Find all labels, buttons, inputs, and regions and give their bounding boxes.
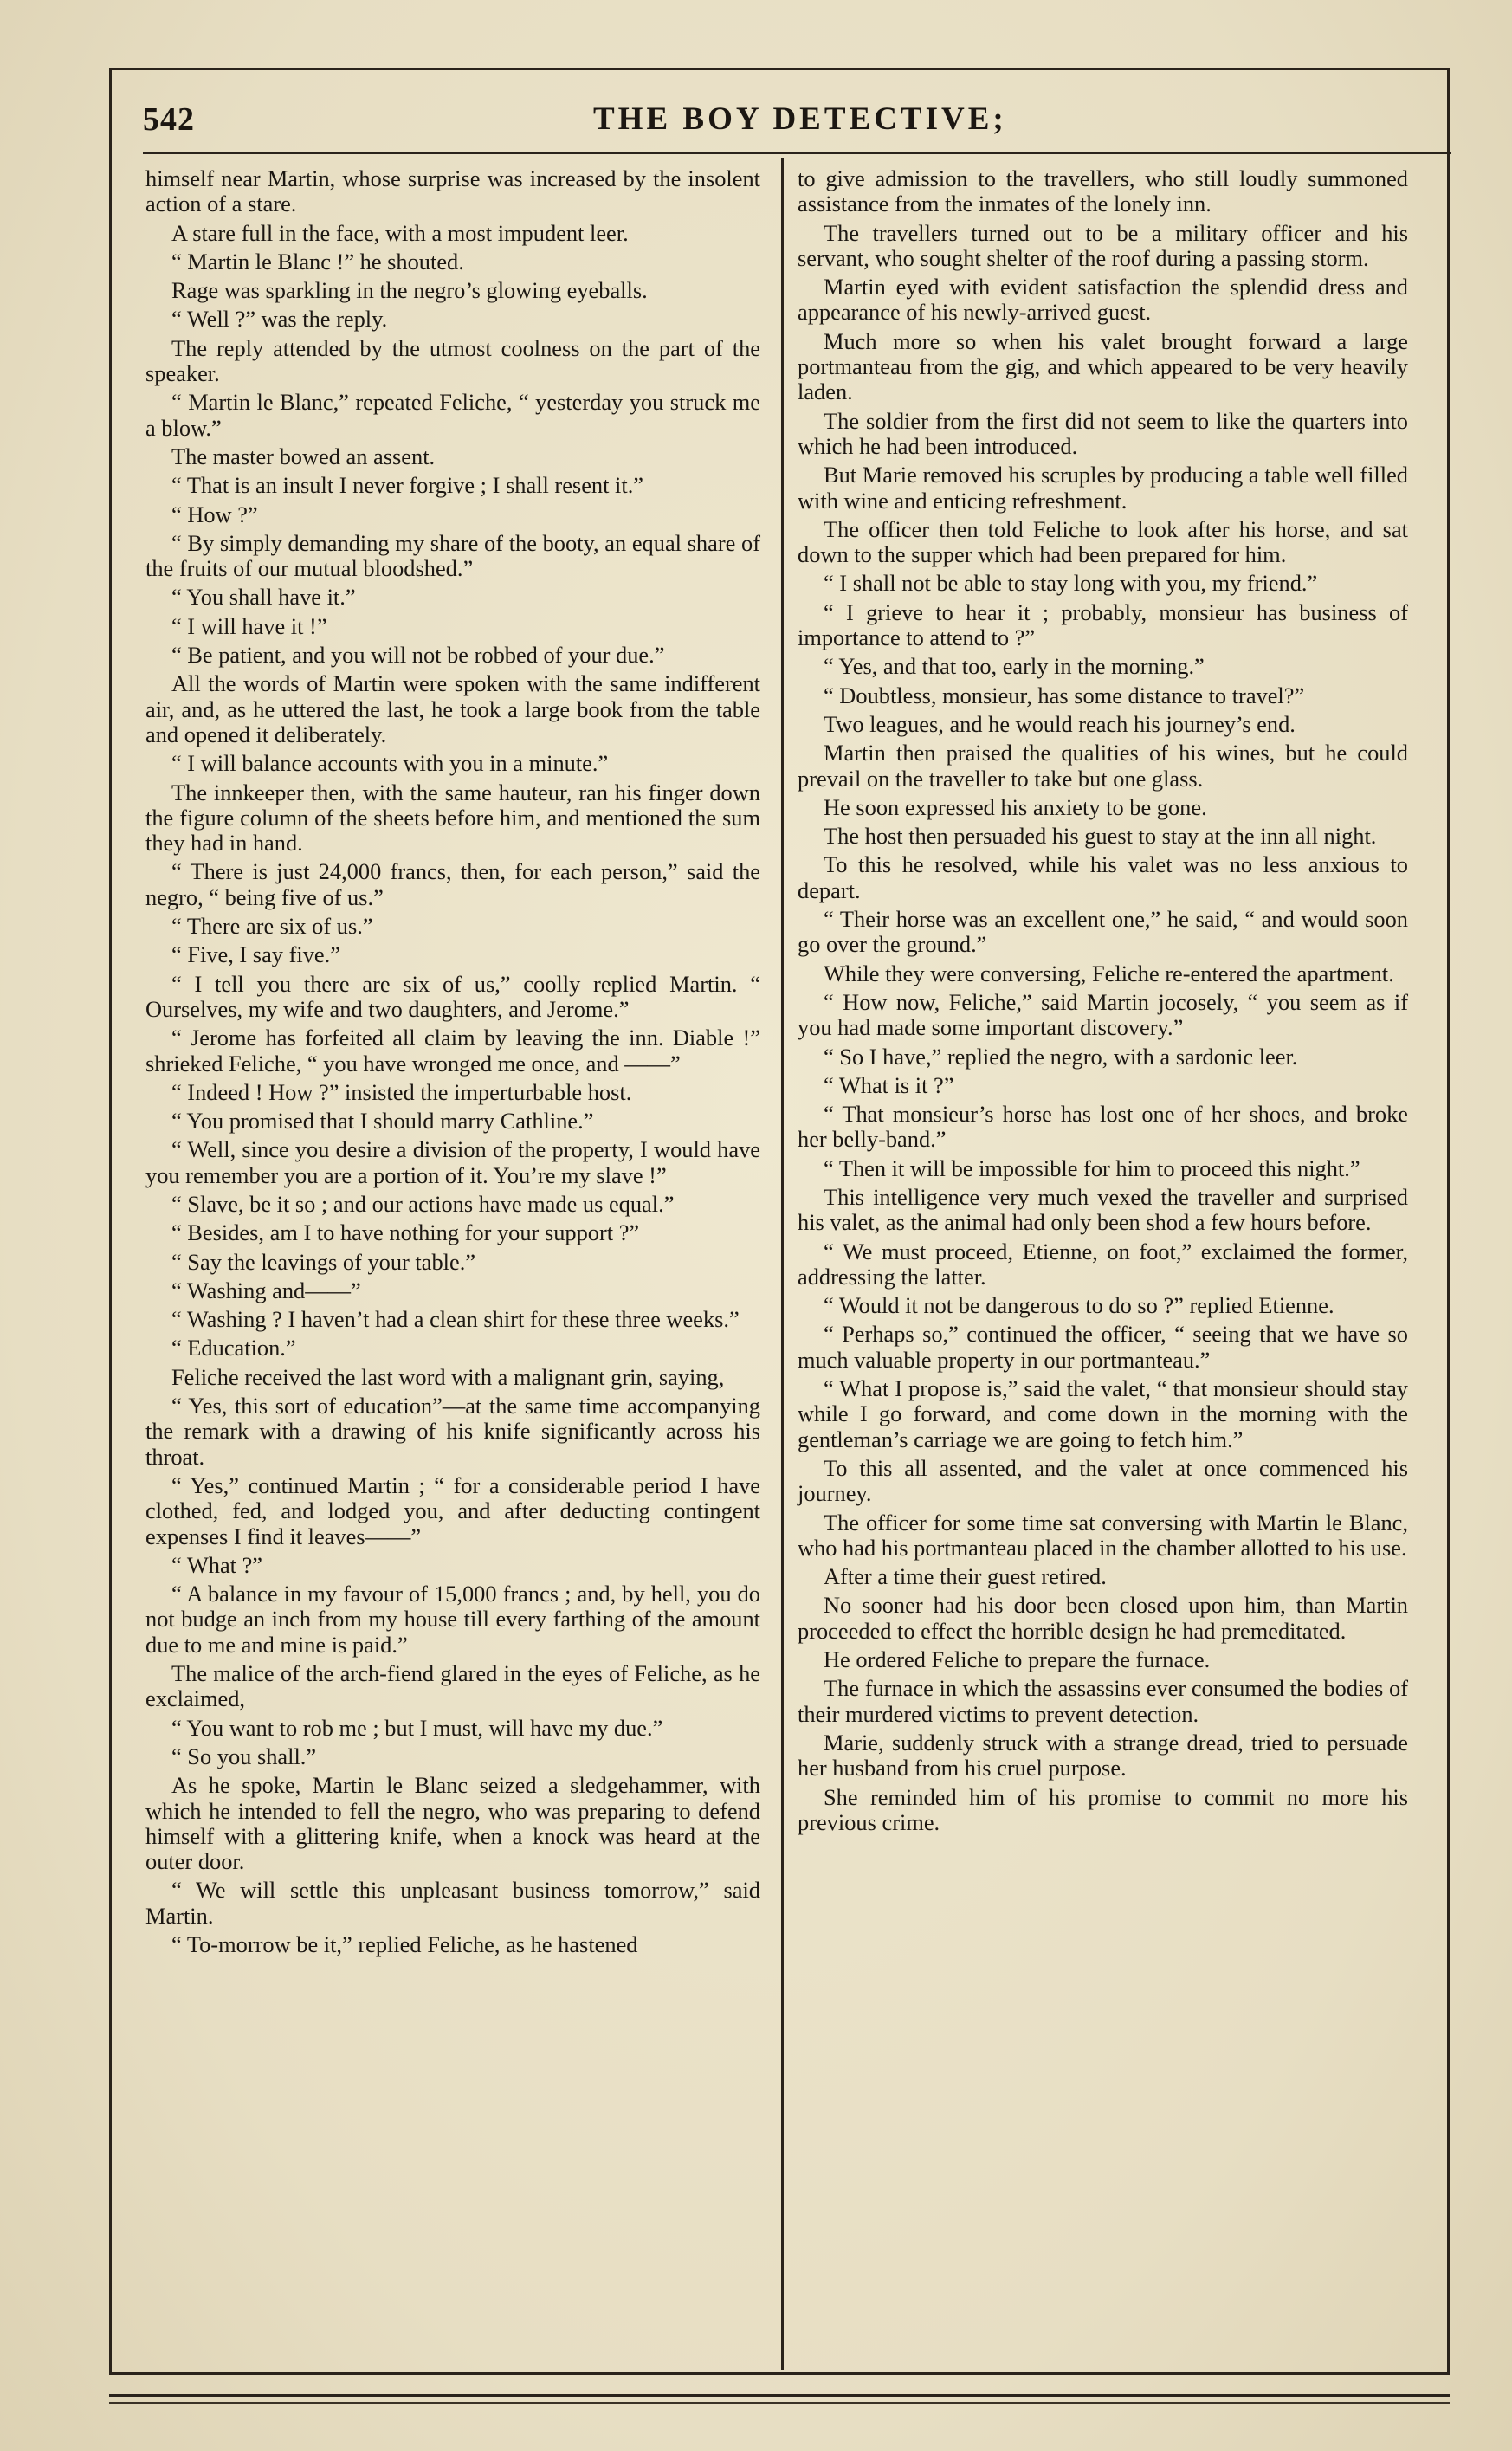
paragraph: Martin then praised the qualities of his wines, but he could prevail on the traveller to take but one glass. (798, 740, 1408, 792)
paragraph: But Marie removed his scruples by producing a table well filled with wine and enticing refreshment. (798, 462, 1408, 514)
paragraph: “ You promised that I should marry Cathline.” (171, 1108, 594, 1135)
paragraph: Marie, suddenly struck with a strange dread, tried to persuade her husband from his cruel purpose. (798, 1729, 1408, 1782)
paragraph: “ Yes, this sort of education”—at the same time accompanying the remark with a drawing of his knife significantly across his throat. (145, 1393, 760, 1470)
left-column (145, 166, 760, 1961)
paragraph: “ Then it will be impossible for him to proceed this night.” (824, 1154, 1360, 1181)
paragraph: “ A balance in my favour of 15,000 francs ; and, by hell, you do not budge an inch from my house till every farthing of the amount due to me and mine is paid.” (145, 1581, 760, 1658)
paragraph: “ I tell you there are six of us,” coolly replied Martin. “ Ourselves, my wife and two daughters, and Jerome.” (145, 970, 760, 1022)
paragraph: “ That monsieur’s horse has lost one of her shoes, and broke her belly-band.” (798, 1101, 1408, 1153)
paragraph: While they were conversing, Feliche re-entered the apartment. (824, 960, 1394, 986)
paragraph: As he spoke, Martin le Blanc seized a sledgehammer, with which he intended to fell the negro, who was preparing to defend himself with a glittering knife, when a knock was heard at the outer door. (145, 1772, 760, 1875)
paragraph: The officer for some time sat conversing with Martin le Blanc, who had his portmanteau placed in the chamber allotted to his use. (798, 1509, 1408, 1561)
paragraph: “ I will balance accounts with you in a minute.” (171, 750, 609, 777)
paragraph: No sooner had his door been closed upon him, than Martin proceeded to effect the horrible design he had premeditated. (798, 1592, 1408, 1644)
paragraph: “ I will have it !” (171, 612, 327, 639)
paragraph: The furnace in which the assassins ever consumed the bodies of their murdered victims to prevent detection. (798, 1675, 1408, 1727)
paragraph: The reply attended by the utmost coolness on the part of the speaker. (145, 334, 760, 387)
paragraph: Feliche received the last word with a malignant grin, saying, (171, 1363, 725, 1390)
paragraph: She reminded him of his promise to commit no more his previous crime. (798, 1783, 1408, 1835)
paragraph: to give admission to the travellers, who still loudly summoned assistance from the inmates of the lonely inn. (798, 165, 1408, 217)
paragraph: “ What I propose is,” said the valet, “ that monsieur should stay while I go forward, and come down in the morning with the gentleman’s carriage we are going to fetch him.” (798, 1375, 1408, 1452)
paragraph: “ You shall have it.” (171, 584, 356, 611)
paragraph: “ Slave, be it so ; and our actions have made us equal.” (171, 1190, 675, 1217)
paragraph: “ So I have,” replied the negro, with a sardonic leer. (824, 1043, 1298, 1070)
paragraph: “ Their horse was an excellent one,” he said, “ and would soon go over the ground.” (798, 906, 1408, 958)
paragraph: “ There are six of us.” (171, 913, 373, 940)
paragraph: To this all assented, and the valet at once commenced his journey. (798, 1454, 1408, 1507)
paragraph: He ordered Feliche to prepare the furnace. (824, 1646, 1211, 1673)
paragraph: “ Would it not be dangerous to do so ?” replied Etienne. (824, 1292, 1334, 1319)
paragraph: “ What ?” (171, 1551, 263, 1578)
paragraph: “ Say the leavings of your table.” (171, 1248, 476, 1275)
paragraph: “ Indeed ! How ?” insisted the imperturbable host. (171, 1078, 632, 1105)
paragraph: The travellers turned out to be a military officer and his servant, who sought shelter of the roof during a passing storm. (798, 219, 1408, 271)
paragraph: “ Martin le Blanc,” repeated Feliche, “ yesterday you struck me a blow.” (145, 389, 760, 441)
paragraph: “ Education.” (171, 1335, 296, 1361)
paragraph: “ Well ?” was the reply. (171, 306, 388, 333)
paragraph: To this he resolved, while his valet was no less anxious to depart. (798, 851, 1408, 903)
paragraph: himself near Martin, whose surprise was increased by the insolent action of a stare. (145, 165, 760, 217)
paragraph: “ Five, I say five.” (171, 941, 340, 968)
paragraph: “ We will settle this unpleasant business tomorrow,” said Martin. (145, 1877, 760, 1929)
paragraph: “ We must proceed, Etienne, on foot,” exclaimed the former, addressing the latter. (798, 1238, 1408, 1290)
paragraph: The innkeeper then, with the same hauteur, ran his finger down the figure column of the sheets before him, and mentioned the sum they had in hand. (145, 779, 760, 857)
paragraph: “ By simply demanding my share of the booty, an equal share of the fruits of our mutual bloodshed.” (145, 529, 760, 582)
footer-rule (109, 2394, 1450, 2397)
paragraph: “ So you shall.” (171, 1743, 317, 1769)
paragraph: “ There is just 24,000 francs, then, for each person,” said the negro, “ being five of us.” (145, 858, 760, 910)
paragraph: He soon expressed his anxiety to be gone. (824, 793, 1207, 820)
paragraph: Two leagues, and he would reach his journey’s end. (824, 710, 1296, 737)
paragraph: “ Martin le Blanc !” he shouted. (171, 248, 464, 275)
paragraph: This intelligence very much vexed the traveller and surprised his valet, as the animal had only been shod a few hours before. (798, 1183, 1408, 1236)
paragraph: “ Washing and——” (171, 1277, 361, 1303)
paragraph: Martin eyed with evident satisfaction the splendid dress and appearance of his newly-arrived guest. (798, 274, 1408, 326)
paragraph: “ To-morrow be it,” replied Feliche, as he hastened (171, 1931, 638, 1957)
paragraph: After a time their guest retired. (824, 1563, 1107, 1590)
paragraph: “ I shall not be able to stay long with you, my friend.” (824, 570, 1318, 597)
paragraph: “ What is it ?” (824, 1071, 954, 1098)
paragraph: The host then persuaded his guest to stay at the inn all night. (824, 823, 1377, 850)
paragraph: “ Yes, and that too, early in the morning.” (824, 653, 1205, 680)
paragraph: The master bowed an assent. (171, 443, 436, 469)
paragraph: A stare full in the face, with a most impudent leer. (171, 219, 629, 246)
paragraph: “ How ?” (171, 501, 258, 527)
paragraph: “ Perhaps so,” continued the officer, “ seeing that we have so much valuable property in our portmanteau.” (798, 1321, 1408, 1373)
page-header (143, 94, 1451, 146)
paragraph: “ You want to rob me ; but I must, will have my due.” (171, 1714, 663, 1741)
paragraph: “ Yes,” continued Martin ; “ for a considerable period I have clothed, fed, and lodged you, and after deducting contingent expenses I find it leaves——” (145, 1471, 760, 1549)
paragraph: “ Besides, am I to have nothing for your support ?” (171, 1219, 640, 1246)
paragraph: Much more so when his valet brought forward a large portmanteau from the gig, and which appeared to be very heavily laden. (798, 327, 1408, 405)
paragraph: “ Washing ? I haven’t had a clean shirt for these three weeks.” (171, 1306, 740, 1333)
paragraph: “ That is an insult I never forgive ; I shall resent it.” (171, 472, 644, 499)
column-divider (781, 158, 784, 2370)
paragraph: “ I grieve to hear it ; probably, monsieur has business of importance to attend to ?” (798, 598, 1408, 651)
right-column (798, 166, 1408, 1839)
paragraph: “ Jerome has forfeited all claim by leaving the inn. Diable !” shrieked Feliche, “ you have wronged me once, and ——” (145, 1025, 760, 1077)
paragraph: “ Be patient, and you will not be robbed of your due.” (171, 642, 665, 669)
running-title: THE BOY DETECTIVE; (593, 101, 1007, 137)
footer-rule-thin (109, 2402, 1450, 2404)
paragraph: All the words of Martin were spoken with the same indifferent air, and, as he uttered the last, he took a large book from the table and opened it deliberately. (145, 670, 760, 747)
paragraph: “ Doubtless, monsieur, has some distance to travel?” (824, 682, 1305, 708)
paragraph: Rage was sparkling in the negro’s glowing eyeballs. (171, 277, 648, 304)
paragraph: “ Well, since you desire a division of the property, I would have you remember you are a portion of it. You’re my slave !” (145, 1136, 760, 1188)
paragraph: “ How now, Feliche,” said Martin jocosely, “ you seem as if you had made some important discovery.” (798, 988, 1408, 1041)
paragraph: The officer then told Feliche to look after his horse, and sat down to the supper which had been prepared for him. (798, 515, 1408, 568)
header-rule (143, 152, 1451, 154)
paragraph: The malice of the arch-fiend glared in the eyes of Feliche, as he exclaimed, (145, 1660, 760, 1712)
page-number: 542 (143, 101, 195, 138)
paragraph: The soldier from the first did not seem to like the quarters into which he had been introduced. (798, 407, 1408, 459)
